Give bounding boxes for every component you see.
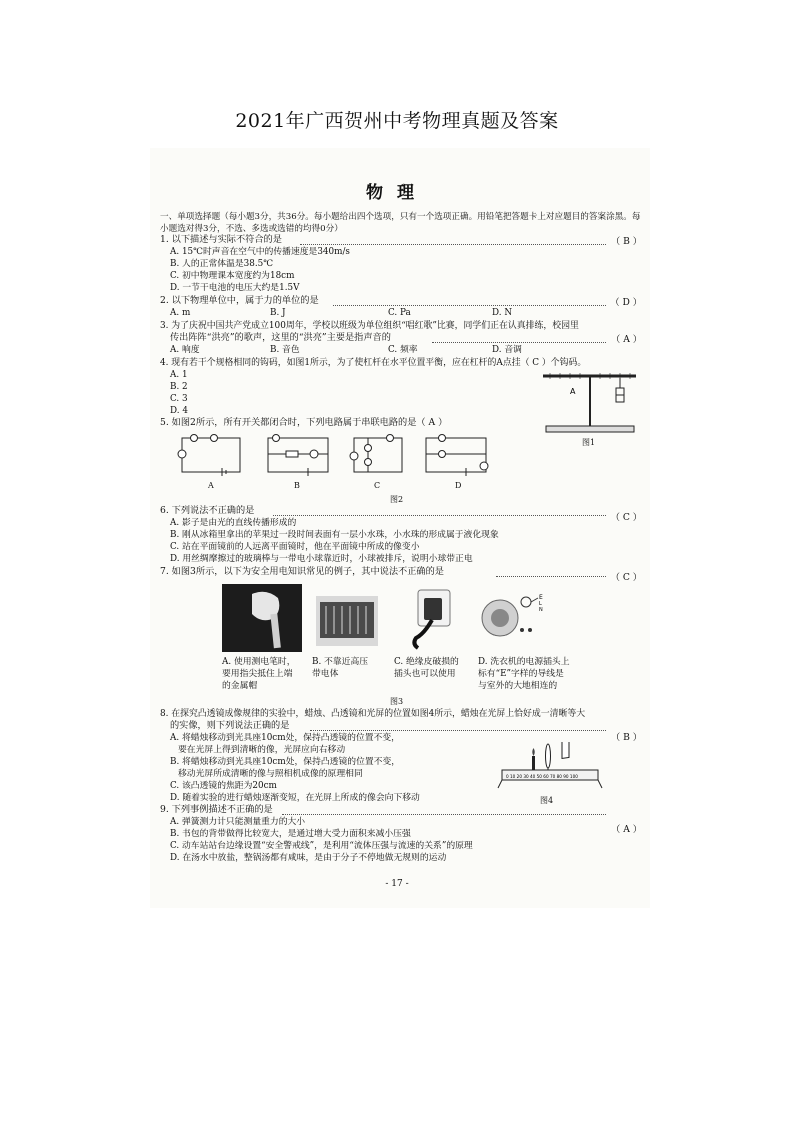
question-1-option-d: D. 一节干电池的电压大约是1.5V [170,283,300,293]
question-1-option-a: A. 15℃时声音在空气中的传播速度是340m/s [170,247,350,257]
question-8-stem-line2: 的实像，则下列说法正确的是 [170,720,290,731]
question-2-answer: （ D ） [610,297,642,308]
question-1-option-c: C. 初中物理课本宽度约为18cm [170,271,295,281]
question-2-option-a: A. m [170,308,191,318]
question-2-option-b: B. J [270,308,286,318]
figure-1-caption: 图1 [582,438,596,447]
circuit-a [176,432,246,480]
question-6-option-d: D. 用丝绸摩擦过的玻璃棒与一带电小球靠近时，小球被排斥，说明小球带正电 [170,554,473,564]
question-1-stem: 1. 以下描述与实际不符合的是 [160,234,282,245]
question-8-answer: （ B ） [611,732,642,743]
question-9-stem: 9. 下列事例描述不正确的是 [160,804,273,815]
leader-dots [333,305,606,306]
question-5-stem: 5. 如图2所示，所有开关都闭合时，下列电路属于串联电路的是（ A ） [160,417,448,428]
leader-dots [432,342,606,343]
question-1-answer: （ B ） [611,236,642,247]
photo-high-voltage [316,596,378,646]
subject-heading: 物理 [366,183,428,203]
figure-3-caption-a-3: 的金属帽 [222,681,258,691]
figure-3-caption-a-2: 要用指尖抵住上端 [222,669,293,679]
question-6-stem: 6. 下列说法不正确的是 [160,505,255,516]
question-3-option-b: B. 音色 [270,345,300,355]
circuit-b-label: B [294,481,300,490]
figure-3-caption: 图3 [390,697,404,706]
circuit-c-label: C [374,481,381,490]
leader-dots [300,244,606,245]
question-8-option-d: D. 随着实验的进行蜡烛逐渐变短，在光屏上所成的像会向下移动 [170,793,420,803]
leader-dots [273,515,606,516]
question-1-option-b: B. 人的正常体温是38.5℃ [170,259,274,269]
question-7-stem: 7. 如图3所示，以下为安全用电知识常见的例子，其中说法不正确的是 [160,566,444,577]
question-9-option-b: B. 书包的背带做得比较宽大，是通过增大受力面积来减小压强 [170,829,411,839]
question-3-option-a: A. 响度 [170,345,200,355]
question-2-option-c: C. Pa [388,308,411,318]
question-8-stem: 8. 在探究凸透镜成像规律的实验中，蜡烛、凸透镜和光屏的位置如图4所示，蜡烛在光屏上恰好成一清晰等大 [160,709,586,719]
question-4-option-d: D. 4 [170,406,188,416]
circuit-d-label: D [455,481,462,490]
figure-3-caption-c-1: C. 绝缘皮破损的 [394,657,459,667]
photo-washer-plug [478,590,556,646]
question-8-option-b-2: 移动光屏所成清晰的像与照相机成像的原理相同 [178,769,363,779]
document-title: 2021年广西贺州中考物理真题及答案 [235,110,559,132]
washer-mark-e: E [539,594,543,601]
circuit-b [262,432,334,480]
question-6-answer: （ C ） [610,512,642,523]
figure-3-caption-b-1: B. 不靠近高压 [312,657,369,667]
question-6-option-c: C. 站在平面镜前的人远离平面镜时，他在平面镜中所成的像变小 [170,542,420,552]
question-3-option-c: C. 频率 [388,345,418,355]
figure-2-caption: 图2 [390,495,404,504]
question-3-answer: （ A ） [611,334,642,345]
washer-mark-l: L [539,601,542,607]
question-6-option-b: B. 刚从冰箱里拿出的苹果过一段时间表面有一层小水珠，小水珠的形成属于液化现象 [170,530,499,540]
page-number: - 17 - [385,879,409,889]
circuit-d [420,432,492,480]
figure-3-caption-d-2: 标有“E”字样的导线是 [478,669,564,679]
question-9-answer: （ A ） [611,824,642,835]
circuit-a-label: A [208,481,214,490]
question-9-option-a: A. 弹簧测力计只能测量重力的大小 [170,817,306,827]
figure-3-caption-a-1: A. 使用测电笔时， [222,657,296,667]
question-3-stem-line2: 传出阵阵“洪亮”的歌声，这里的“洪亮”主要是指声音的 [170,332,391,343]
figure-4-ruler: 0 10 20 30 40 50 60 70 80 90 100 [506,774,578,779]
question-7-answer: （ C ） [610,572,642,583]
question-8-option-c: C. 该凸透镜的焦距为20cm [170,781,277,791]
question-6-option-a: A. 影子是由光的直线传播形成的 [170,518,297,528]
section-heading: 一、单项选择题（每小题3分，共36分。每小题给出四个选项，只有一个选项正确。用铅笔把答题卡上对应题目的答案涂黑。每小题选对得3分，不选、多选或选错的均得0分） [160,212,641,234]
photo-damaged-plug [404,586,456,650]
leader-dots [310,730,606,731]
figure-1-lever [538,368,640,438]
question-4-option-a: A. 1 [170,370,188,380]
figure-3-caption-d-3: 与室外的大地相连的 [478,681,558,691]
question-8-option-a-1: A. 将蜡烛移动到光具座10cm处，保持凸透镜的位置不变， [170,733,400,743]
question-3-option-d: D. 音调 [492,345,522,355]
photo-test-pen [222,584,302,652]
question-3-stem: 3. 为了庆祝中国共产党成立100周年，学校以班级为单位组织“唱红歌”比赛，同学们正在认真排练，校园里 [160,321,579,331]
figure-4-caption: 图4 [540,796,554,805]
figure-3-caption-b-2: 带电体 [312,669,339,679]
question-2-stem: 2. 以下物理单位中，属于力的单位的是 [160,295,319,306]
question-9-option-d: D. 在汤水中放盐，整锅汤都有咸味，是由于分子不停地做无规则的运动 [170,853,447,863]
figure-4-optical-bench [494,742,606,792]
question-4-option-c: C. 3 [170,394,188,404]
question-2-option-d: D. N [492,308,513,318]
question-9-option-c: C. 动车站站台边缘设置“安全警戒线”，是利用“流体压强与流速的关系”的原理 [170,841,473,851]
leader-dots [282,814,606,815]
question-4-stem: 4. 现有若干个规格相同的钩码，如图1所示，为了使杠杆在水平位置平衡，应在杠杆的A点挂（ C ）个钩码。 [160,358,587,368]
question-8-option-a-2: 要在光屏上得到清晰的像，光屏应向右移动 [178,745,346,755]
question-8-option-b-1: B. 将蜡烛移动到光具座10cm处，保持凸透镜的位置不变， [170,757,401,767]
figure-1-point-a: A [570,387,576,396]
circuit-c [348,432,408,480]
washer-mark-n: N [539,607,543,613]
figure-3-caption-d-1: D. 洗衣机的电源插头上 [478,657,570,667]
figure-3-caption-c-2: 插头也可以使用 [394,669,456,679]
leader-dots [496,576,606,577]
question-4-option-b: B. 2 [170,382,188,392]
